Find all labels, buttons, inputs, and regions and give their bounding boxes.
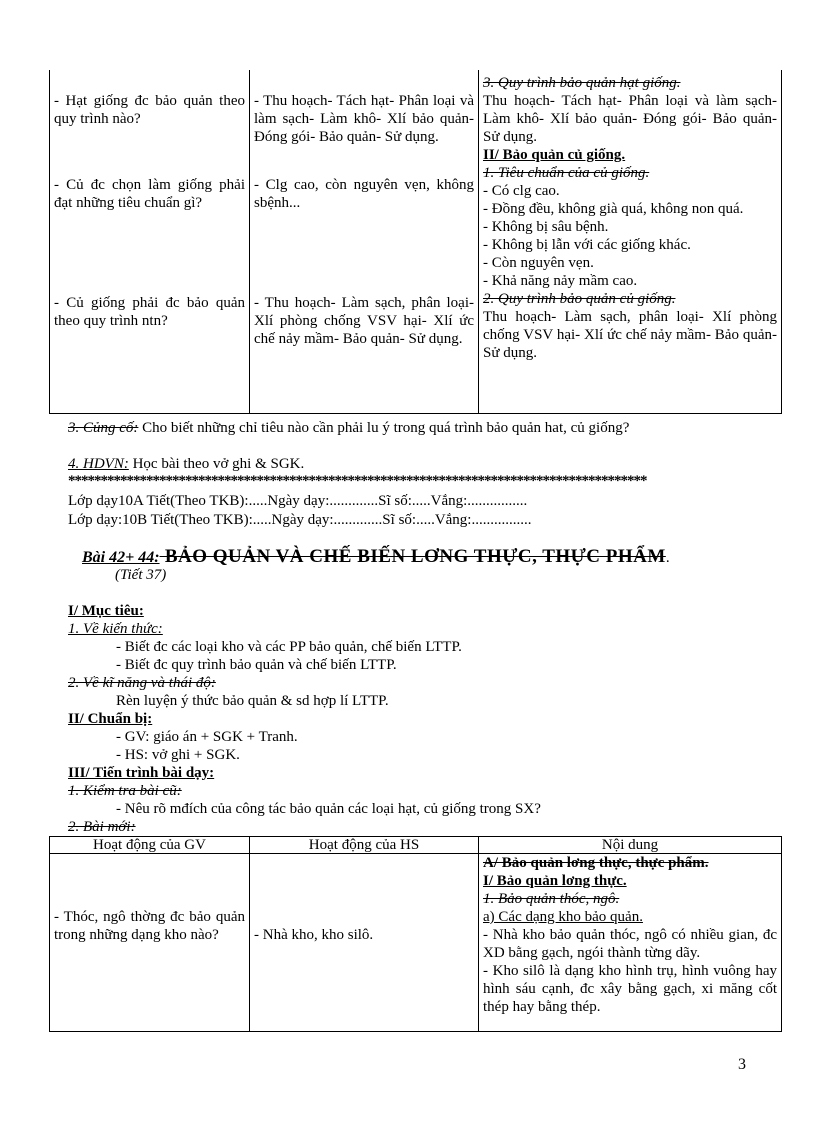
header-content: Nội dung [479, 837, 782, 854]
lesson-period [115, 566, 166, 584]
student-activity-cell [250, 854, 479, 1032]
prep-item: - HS: vở ghi + SGK. [116, 747, 240, 763]
heading-a1: a) Các dạng kho bảo quản. [483, 909, 643, 925]
heading-1: 1. Bảo quản thóc, ngô. [483, 891, 620, 907]
page-number: 3 [738, 1056, 746, 1073]
header-teacher: Hoạt động của GV [50, 837, 250, 854]
question-storage-type: - Thóc, ngô thờng đc bảo quản trong những dạng kho nào? [54, 909, 245, 943]
consolidate-text: Cho biết những chỉ tiêu nào cần phải lu ý trong quá trình bảo quản hat, củ giống? [138, 420, 630, 436]
content-cell [479, 854, 782, 1032]
class-line-10a: Lớp dạy10A Tiết(Theo TKB):.....Ngày dạy:.............Sĩ số:.....Vắng:................ [68, 493, 528, 509]
check-heading: 1. Kiểm tra bài cũ: [68, 783, 182, 799]
std-item: - Không bị lẫn với các giống khác. [483, 237, 691, 253]
std-item: - Còn nguyên vẹn. [483, 255, 594, 271]
question-seed-process: - Hạt giống đc bảo quản theo quy trình nào? [54, 93, 245, 127]
lesson-title [82, 548, 670, 567]
skills-heading: 2. Về kĩ năng và thái độ: [68, 675, 216, 691]
heading-a: A/ Bảo quản lơng thực, thực phẩm. [483, 855, 709, 871]
std-item: - Đồng đều, không già quá, không non quá. [483, 201, 744, 217]
check-text: - Nêu rõ mđích của công tác bảo quản các loại hạt, củ giống trong SX? [116, 801, 541, 817]
text-seed-process: Thu hoạch- Tách hạt- Phân loại và làm sạch- Làm khô- Xlí bảo quản- Đóng gói- Bảo quản- Sử dụng. [483, 93, 777, 145]
consolidate-section [68, 419, 748, 437]
text-tuber-process: Thu hoạch- Làm sạch, phân loại- Xlí phòng chống VSV hại- Xlí ức chế nảy mầm- Bảo quản- Sử dụng. [483, 309, 777, 361]
student-activity-cell [250, 70, 479, 413]
consolidate-label: 3. Củng cố: [68, 420, 139, 436]
new-lesson-heading: 2. Bài mới: [68, 819, 136, 835]
prep-item: - GV: giáo án + SGK + Tranh. [116, 729, 298, 745]
bottom-table [49, 836, 782, 1032]
separator-stars: ***************************************************************************************** [68, 473, 647, 489]
std-item: - Khả năng nảy mầm cao. [483, 273, 638, 289]
answer-tuber-process: - Thu hoạch- Làm sạch, phân loại- Xlí phòng chống VSV hại- Xlí ức chế nảy mầm- Bảo quản- Sử dụng. [254, 295, 474, 347]
heading-tuber-standard: 1. Tiêu chuẩn của củ giống. [483, 165, 650, 181]
homework-label: 4. HDVN: [68, 456, 129, 472]
heading-i: I/ Bảo quản lơng thực. [483, 873, 627, 889]
question-tuber-standard: - Củ đc chọn làm giống phải đạt những tiêu chuẩn gì? [54, 177, 245, 211]
std-item: - Không bị sâu bệnh. [483, 219, 609, 235]
teacher-activity-cell [50, 854, 250, 1032]
answer-seed-process: - Thu hoạch- Tách hạt- Phân loại và làm sạch- Làm khô- Xlí bảo quản- Đóng gói- Bảo quản- Sử dụng. [254, 93, 474, 145]
knowledge-item: - Biết đc các loại kho và các PP bảo quản, chế biến LTTP. [116, 639, 462, 655]
lesson-title-end: . [665, 550, 670, 566]
answer-storage-type: - Nhà kho, kho silô. [254, 927, 374, 943]
top-table [49, 70, 782, 414]
knowledge-item: - Biết đc quy trình bảo quản và chế biến LTTP. [116, 657, 397, 673]
heading-seed-process: 3. Quy trình bảo quản hạt giống. [483, 75, 681, 91]
objectives-heading: I/ Mục tiêu: [68, 603, 144, 619]
process-heading: III/ Tiến trình bài dạy: [68, 765, 215, 781]
homework-section [68, 455, 304, 473]
homework-text: Học bài theo vở ghi & SGK. [128, 456, 305, 472]
teacher-activity-cell [50, 70, 250, 413]
heading-tuber-process: 2. Quy trình bảo quản củ giống. [483, 291, 676, 307]
header-student: Hoạt động của HS [250, 837, 479, 854]
content-cell [479, 70, 782, 413]
lesson-number: Bài 42+ 44: [82, 549, 160, 566]
question-tuber-process: - Củ giống phải đc bảo quản theo quy trình ntn? [54, 295, 245, 329]
class-line-10b: Lớp dạy:10B Tiết(Theo TKB):.....Ngày dạy:.............Sĩ số:.....Vắng:................ [68, 512, 532, 528]
paragraph-silo: - Kho silô là dạng kho hình trụ, hình vuông hay hình sáu cạnh, đc xây bằng gạch, xi măng cốt thép hay bằng thép. [483, 963, 777, 1015]
heading-tuber-storage: II/ Bảo quản củ giống. [483, 147, 626, 163]
prep-heading: II/ Chuẩn bị: [68, 711, 153, 727]
knowledge-heading: 1. Về kiến thức: [68, 621, 163, 637]
lesson-period-text: (Tiết 37) [115, 567, 167, 583]
answer-tuber-standard: - Clg cao, còn nguyên vẹn, không sbệnh... [254, 177, 474, 211]
skills-text: Rèn luyện ý thức bảo quản & sd hợp lí LTTP. [116, 693, 389, 709]
lesson-title-text: BẢO QUẢN VÀ CHẾ BIẾN LƠNG THỰC, THỰC PHẨM [159, 546, 666, 567]
paragraph-warehouse: - Nhà kho bảo quản thóc, ngô có nhiều gian, đc XD bằng gạch, ngói thành từng dãy. [483, 927, 777, 961]
objectives-section [68, 602, 768, 836]
std-item: - Có clg cao. [483, 183, 560, 199]
